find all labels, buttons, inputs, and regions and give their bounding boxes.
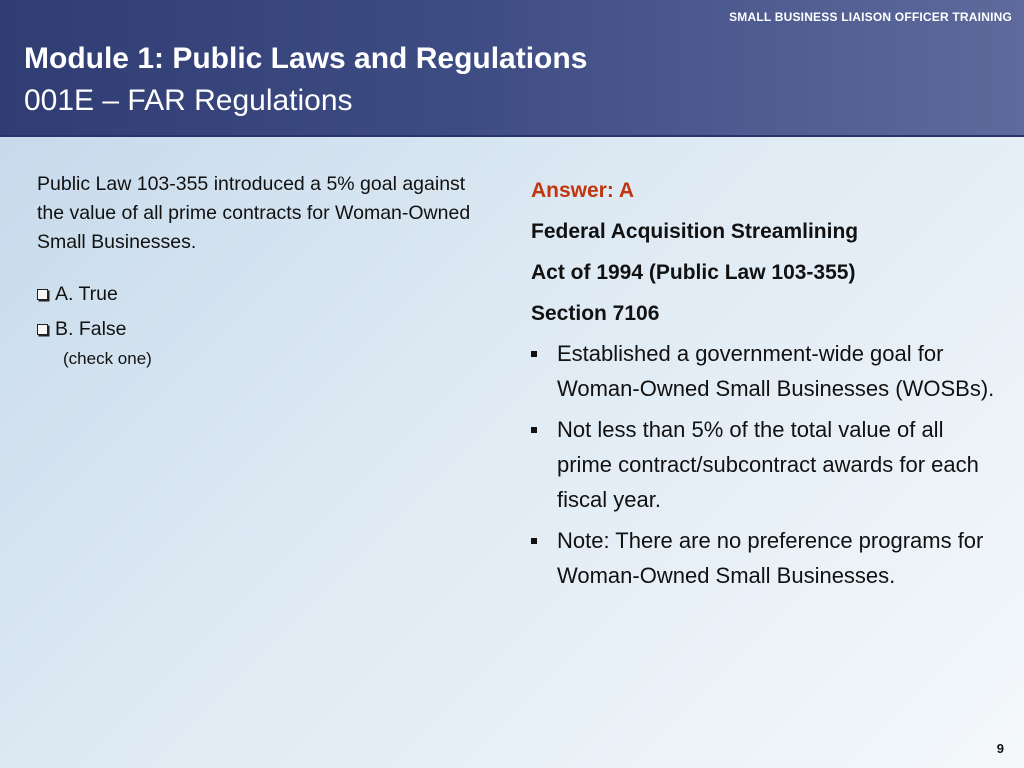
program-label: SMALL BUSINESS LIAISON OFFICER TRAINING: [729, 10, 1012, 24]
option-label: A. True: [55, 283, 118, 305]
check-one-hint: (check one): [63, 349, 152, 368]
question-panel: [37, 170, 477, 369]
slide-header: [0, 0, 1024, 137]
answer-bullets: [531, 336, 1001, 593]
bullet-text: Note: There are no preference programs for Woman-Owned Small Businesses.: [557, 528, 984, 588]
act-line: Federal Acquisition Streamlining: [531, 220, 859, 243]
square-bullet-icon: [531, 538, 537, 544]
square-bullet-icon: [531, 427, 537, 433]
question-text: Public Law 103-355 introduced a 5% goal against the value of all prime contracts for Woman-Owned Small Businesses.: [37, 173, 471, 253]
act-line: Section 7106: [531, 302, 660, 325]
option-label: B. False: [55, 318, 127, 340]
act-line: Act of 1994 (Public Law 103-355): [531, 261, 856, 284]
checkbox-icon[interactable]: [37, 289, 48, 300]
list-item: [531, 336, 1001, 406]
slide-title: Module 1: Public Laws and Regulations: [24, 42, 588, 75]
slide-subtitle: 001E – FAR Regulations: [24, 84, 353, 117]
option-a[interactable]: [37, 277, 477, 312]
bullet-text: Established a government-wide goal for Woman-Owned Small Businesses (WOSBs).: [557, 341, 995, 401]
option-b[interactable]: [37, 312, 477, 347]
page-number: 9: [996, 741, 1004, 756]
list-item: [531, 523, 1001, 593]
answer-label: Answer: A: [531, 179, 635, 202]
answer-panel: [531, 170, 1001, 599]
list-item: [531, 412, 1001, 517]
answer-options: [37, 277, 477, 347]
checkbox-icon[interactable]: [37, 324, 48, 335]
square-bullet-icon: [531, 351, 537, 357]
bullet-text: Not less than 5% of the total value of all prime contract/subcontract awards for each fiscal year.: [557, 417, 979, 512]
